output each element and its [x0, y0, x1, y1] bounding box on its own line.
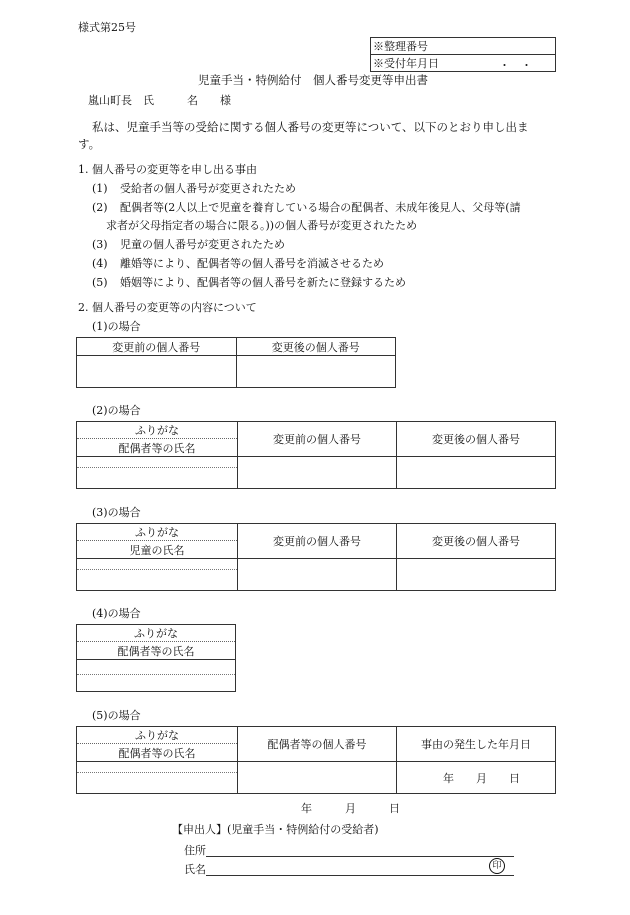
case2-after-header: 変更後の個人番号 — [397, 422, 556, 457]
case3-table — [76, 523, 556, 591]
case5-date-header: 事由の発生した年月日 — [397, 727, 556, 762]
case1-before-digits[interactable] — [77, 356, 237, 388]
case4-name-header: 配偶者等の氏名 — [77, 642, 236, 660]
case2-table — [76, 421, 556, 489]
reason-4-text: 離婚等により、配偶者等の個人番号を消滅させるため — [120, 257, 384, 270]
case2-after-digits[interactable] — [397, 457, 556, 489]
case3-after-header: 変更後の個人番号 — [397, 524, 556, 559]
received-date-dots: ・ ・ — [499, 59, 532, 72]
case5-furigana-header: ふりがな — [77, 727, 238, 744]
case3-name-cell[interactable] — [77, 559, 238, 591]
case2-name-header: 配偶者等の氏名 — [77, 439, 238, 457]
intro-line-1: 私は、児童手当等の受給に関する個人番号の変更等について、以下のとおり申し出ま — [92, 120, 529, 134]
case5-number-header: 配偶者等の個人番号 — [238, 727, 397, 762]
address-label: 住所 — [184, 844, 206, 857]
section2-heading: 2. 個人番号の変更等の内容について — [78, 301, 257, 314]
applicant-label: 【申出人】(児童手当・特例給付の受給者) — [172, 823, 379, 836]
reason-4-num: (4) — [92, 257, 108, 270]
section1-heading: 1. 個人番号の変更等を申し出る事由 — [78, 163, 257, 176]
reference-number-label: ※整理番号 — [371, 38, 556, 55]
case4-name-cell[interactable] — [77, 660, 236, 692]
case2-name-cell[interactable] — [77, 457, 238, 489]
reason-1-num: (1) — [92, 182, 108, 195]
case2-before-header: 変更前の個人番号 — [238, 422, 397, 457]
case3-name-divider — [77, 569, 237, 570]
case2-name-divider — [77, 467, 237, 468]
case5-label: (5)の場合 — [92, 709, 141, 722]
case4-label: (4)の場合 — [92, 607, 141, 620]
form-number: 様式第25号 — [78, 21, 136, 34]
received-date-row — [371, 55, 556, 72]
case1-after-digits[interactable] — [236, 356, 396, 388]
case2-furigana-header: ふりがな — [77, 422, 238, 439]
reason-1-text: 受給者の個人番号が変更されたため — [120, 182, 296, 195]
case3-furigana-header: ふりがな — [77, 524, 238, 541]
case4-furigana-header: ふりがな — [77, 625, 236, 642]
intro-line-2: す。 — [78, 137, 101, 151]
reason-2-num: (2) — [92, 201, 108, 214]
case3-label: (3)の場合 — [92, 506, 141, 519]
case3-before-header: 変更前の個人番号 — [238, 524, 397, 559]
case1-label: (1)の場合 — [92, 320, 141, 333]
reason-5-text: 婚姻等により、配偶者等の個人番号を新たに登録するため — [120, 276, 406, 289]
case1-before-header: 変更前の個人番号 — [77, 338, 237, 356]
reason-2-text: 配偶者等(2人以上で児童を養育している場合の配偶者、未成年後見人、父母等(請 — [120, 201, 521, 214]
case2-label: (2)の場合 — [92, 404, 141, 417]
case5-name-header: 配偶者等の氏名 — [77, 744, 238, 762]
case4-table — [76, 624, 236, 692]
name-label: 氏名 — [184, 863, 206, 876]
office-use-box — [370, 37, 556, 72]
reason-5-num: (5) — [92, 276, 108, 289]
case1-after-header: 変更後の個人番号 — [236, 338, 396, 356]
case3-after-digits[interactable] — [397, 559, 556, 591]
case3-name-header: 児童の氏名 — [77, 541, 238, 559]
case4-name-divider — [77, 674, 235, 675]
case5-name-cell[interactable] — [77, 762, 238, 794]
seal-icon — [489, 858, 505, 874]
case5-table — [76, 726, 556, 794]
case1-table — [76, 337, 396, 388]
case5-date-cell[interactable]: 年 月 日 — [397, 762, 556, 794]
case2-before-digits[interactable] — [238, 457, 397, 489]
application-date[interactable]: 年 月 日 — [301, 802, 400, 815]
case5-number-digits[interactable] — [238, 762, 397, 794]
case3-before-digits[interactable] — [238, 559, 397, 591]
name-line[interactable] — [206, 875, 514, 876]
reason-3-text: 児童の個人番号が変更されたため — [120, 238, 285, 251]
addressee: 嵐山町長 氏 名 様 — [88, 94, 231, 107]
received-date-label: ※受付年月日 — [373, 57, 439, 70]
address-line[interactable] — [206, 856, 514, 857]
case5-name-divider — [77, 772, 237, 773]
seal-mark: 印 — [489, 858, 505, 874]
reason-3-num: (3) — [92, 238, 108, 251]
page-title: 児童手当・特例給付 個人番号変更等申出書 — [198, 73, 428, 87]
reason-2-text-cont: 求者が父母指定者の場合に限る。))の個人番号が変更されたため — [106, 219, 418, 232]
